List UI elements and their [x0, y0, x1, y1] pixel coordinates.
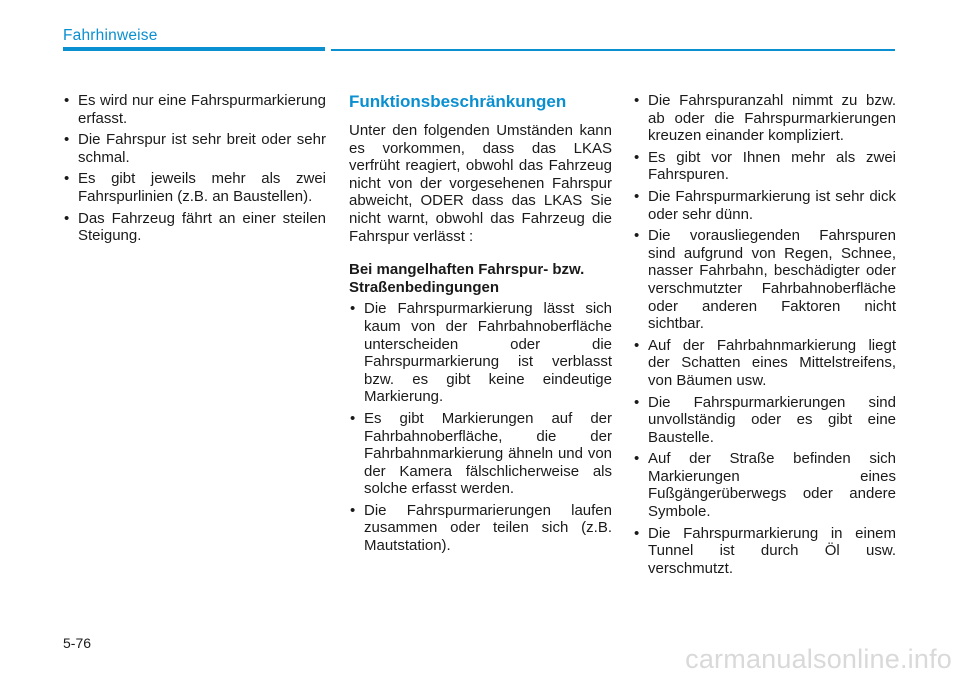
bullet-icon: • [350, 501, 356, 519]
bullet-list [63, 92, 326, 245]
bullet-icon: • [634, 393, 640, 411]
list-item-text: Auf der Fahrbahnmarkierung liegt der Schatten eines Mittelstreifens, von Bäumen usw. [648, 336, 896, 389]
section-title: Funktionsbeschränkungen [349, 92, 567, 111]
list-item [349, 300, 612, 406]
list-item-text: Auf der Straße befinden sich Markierungen eines Fußgängerüberwegs oder andere Symbole. [648, 450, 896, 521]
list-item-text: Es gibt vor Ihnen mehr als zwei Fahrspuren. [648, 148, 896, 184]
list-item [633, 337, 896, 390]
list-item [633, 92, 896, 145]
bullet-icon: • [634, 227, 640, 245]
list-item-text: Die Fahrspurmarkierung in einem Tunnel ist durch Öl usw. verschmutzt. [648, 524, 896, 577]
list-item [633, 525, 896, 578]
section-header-title: Fahrhinweise [63, 27, 158, 44]
bullet-icon: • [634, 92, 640, 109]
list-item [63, 170, 326, 205]
bullet-icon: • [64, 131, 70, 149]
bullet-icon: • [634, 187, 640, 205]
list-item [633, 149, 896, 184]
list-item [349, 410, 612, 498]
header-rule-thin [331, 49, 895, 51]
watermark-text: carmanualsonline.info [685, 644, 952, 674]
page-number: 5-76 [63, 635, 92, 651]
list-item [633, 188, 896, 223]
bullet-icon: • [64, 92, 70, 109]
list-item-text: Es gibt Markierungen auf der Fahrbahnoberfläche, die der Fahrbahnmarkierung ähneln und von der Kamera fälschlicherweise als solche erfasst werden. [364, 409, 612, 498]
list-item-text: Die Fahrspuranzahl nimmt zu bzw. ab oder die Fahrspurmarkierungen kreuzen einander kompliziert. [648, 92, 896, 145]
bullet-icon: • [634, 450, 640, 468]
list-item-text: Es gibt jeweils mehr als zwei Fahrspurlinien (z.B. an Baustellen). [78, 170, 326, 205]
bullet-icon: • [64, 170, 70, 188]
bullet-icon: • [350, 300, 356, 318]
list-item-text: Die Fahrspurmarkierung ist sehr dick oder sehr dünn. [648, 187, 896, 223]
bullet-list [633, 92, 896, 577]
list-item [349, 502, 612, 555]
bullet-icon: • [634, 148, 640, 166]
list-item-text: Die vorausliegenden Fahrspuren sind aufgrund von Regen, Schnee, nasser Fahrbahn, beschädigter oder verschmutzter Fahrbahnoberfläche oder anderen Faktoren nicht sichtbar. [648, 227, 896, 333]
bullet-icon: • [634, 336, 640, 354]
intro-paragraph: Unter den folgenden Umständen kann es vorkommen, dass das LKAS verfrüht reagiert, obwohl das Fahrzeug nicht von der vorgesehenen Fahrspur abweicht, ODER dass das LKAS Sie nicht warnt, obwohl das Fahrzeug die Fahrspur verlässt : [349, 122, 612, 245]
list-item [633, 394, 896, 447]
list-item-text: Die Fahrspurmarierungen laufen zusammen oder teilen sich (z.B. Mautstation). [364, 501, 612, 555]
list-item-text: Das Fahrzeug fährt an einer steilen Steigung. [78, 209, 326, 245]
list-item [63, 210, 326, 245]
bullet-icon: • [64, 209, 70, 227]
list-item [63, 131, 326, 166]
list-item [633, 450, 896, 520]
list-item-text: Die Fahrspur ist sehr breit oder sehr schmal. [78, 131, 326, 166]
header-rule-thick [63, 47, 325, 51]
bullet-icon: • [350, 409, 356, 427]
list-item-text: Die Fahrspurmarkierung lässt sich kaum von der Fahrbahnoberfläche unterscheiden oder die Fahrspurmarkierung ist verblasst bzw. es gibt keine eindeutige Markierung. [364, 300, 612, 406]
sub-heading: Bei mangelhaften Fahrspur- bzw. Straßenbedingungen [349, 261, 585, 296]
column-right [633, 92, 896, 581]
bullet-list [349, 300, 612, 554]
list-item-text: Es wird nur eine Fahrspurmarkierung erfasst. [78, 92, 326, 127]
list-item [63, 92, 326, 127]
column-middle [349, 92, 612, 559]
column-left [63, 92, 326, 249]
bullet-icon: • [634, 524, 640, 542]
list-item-text: Die Fahrspurmarkierungen sind unvollständig oder es gibt eine Baustelle. [648, 393, 896, 446]
list-item [633, 227, 896, 333]
